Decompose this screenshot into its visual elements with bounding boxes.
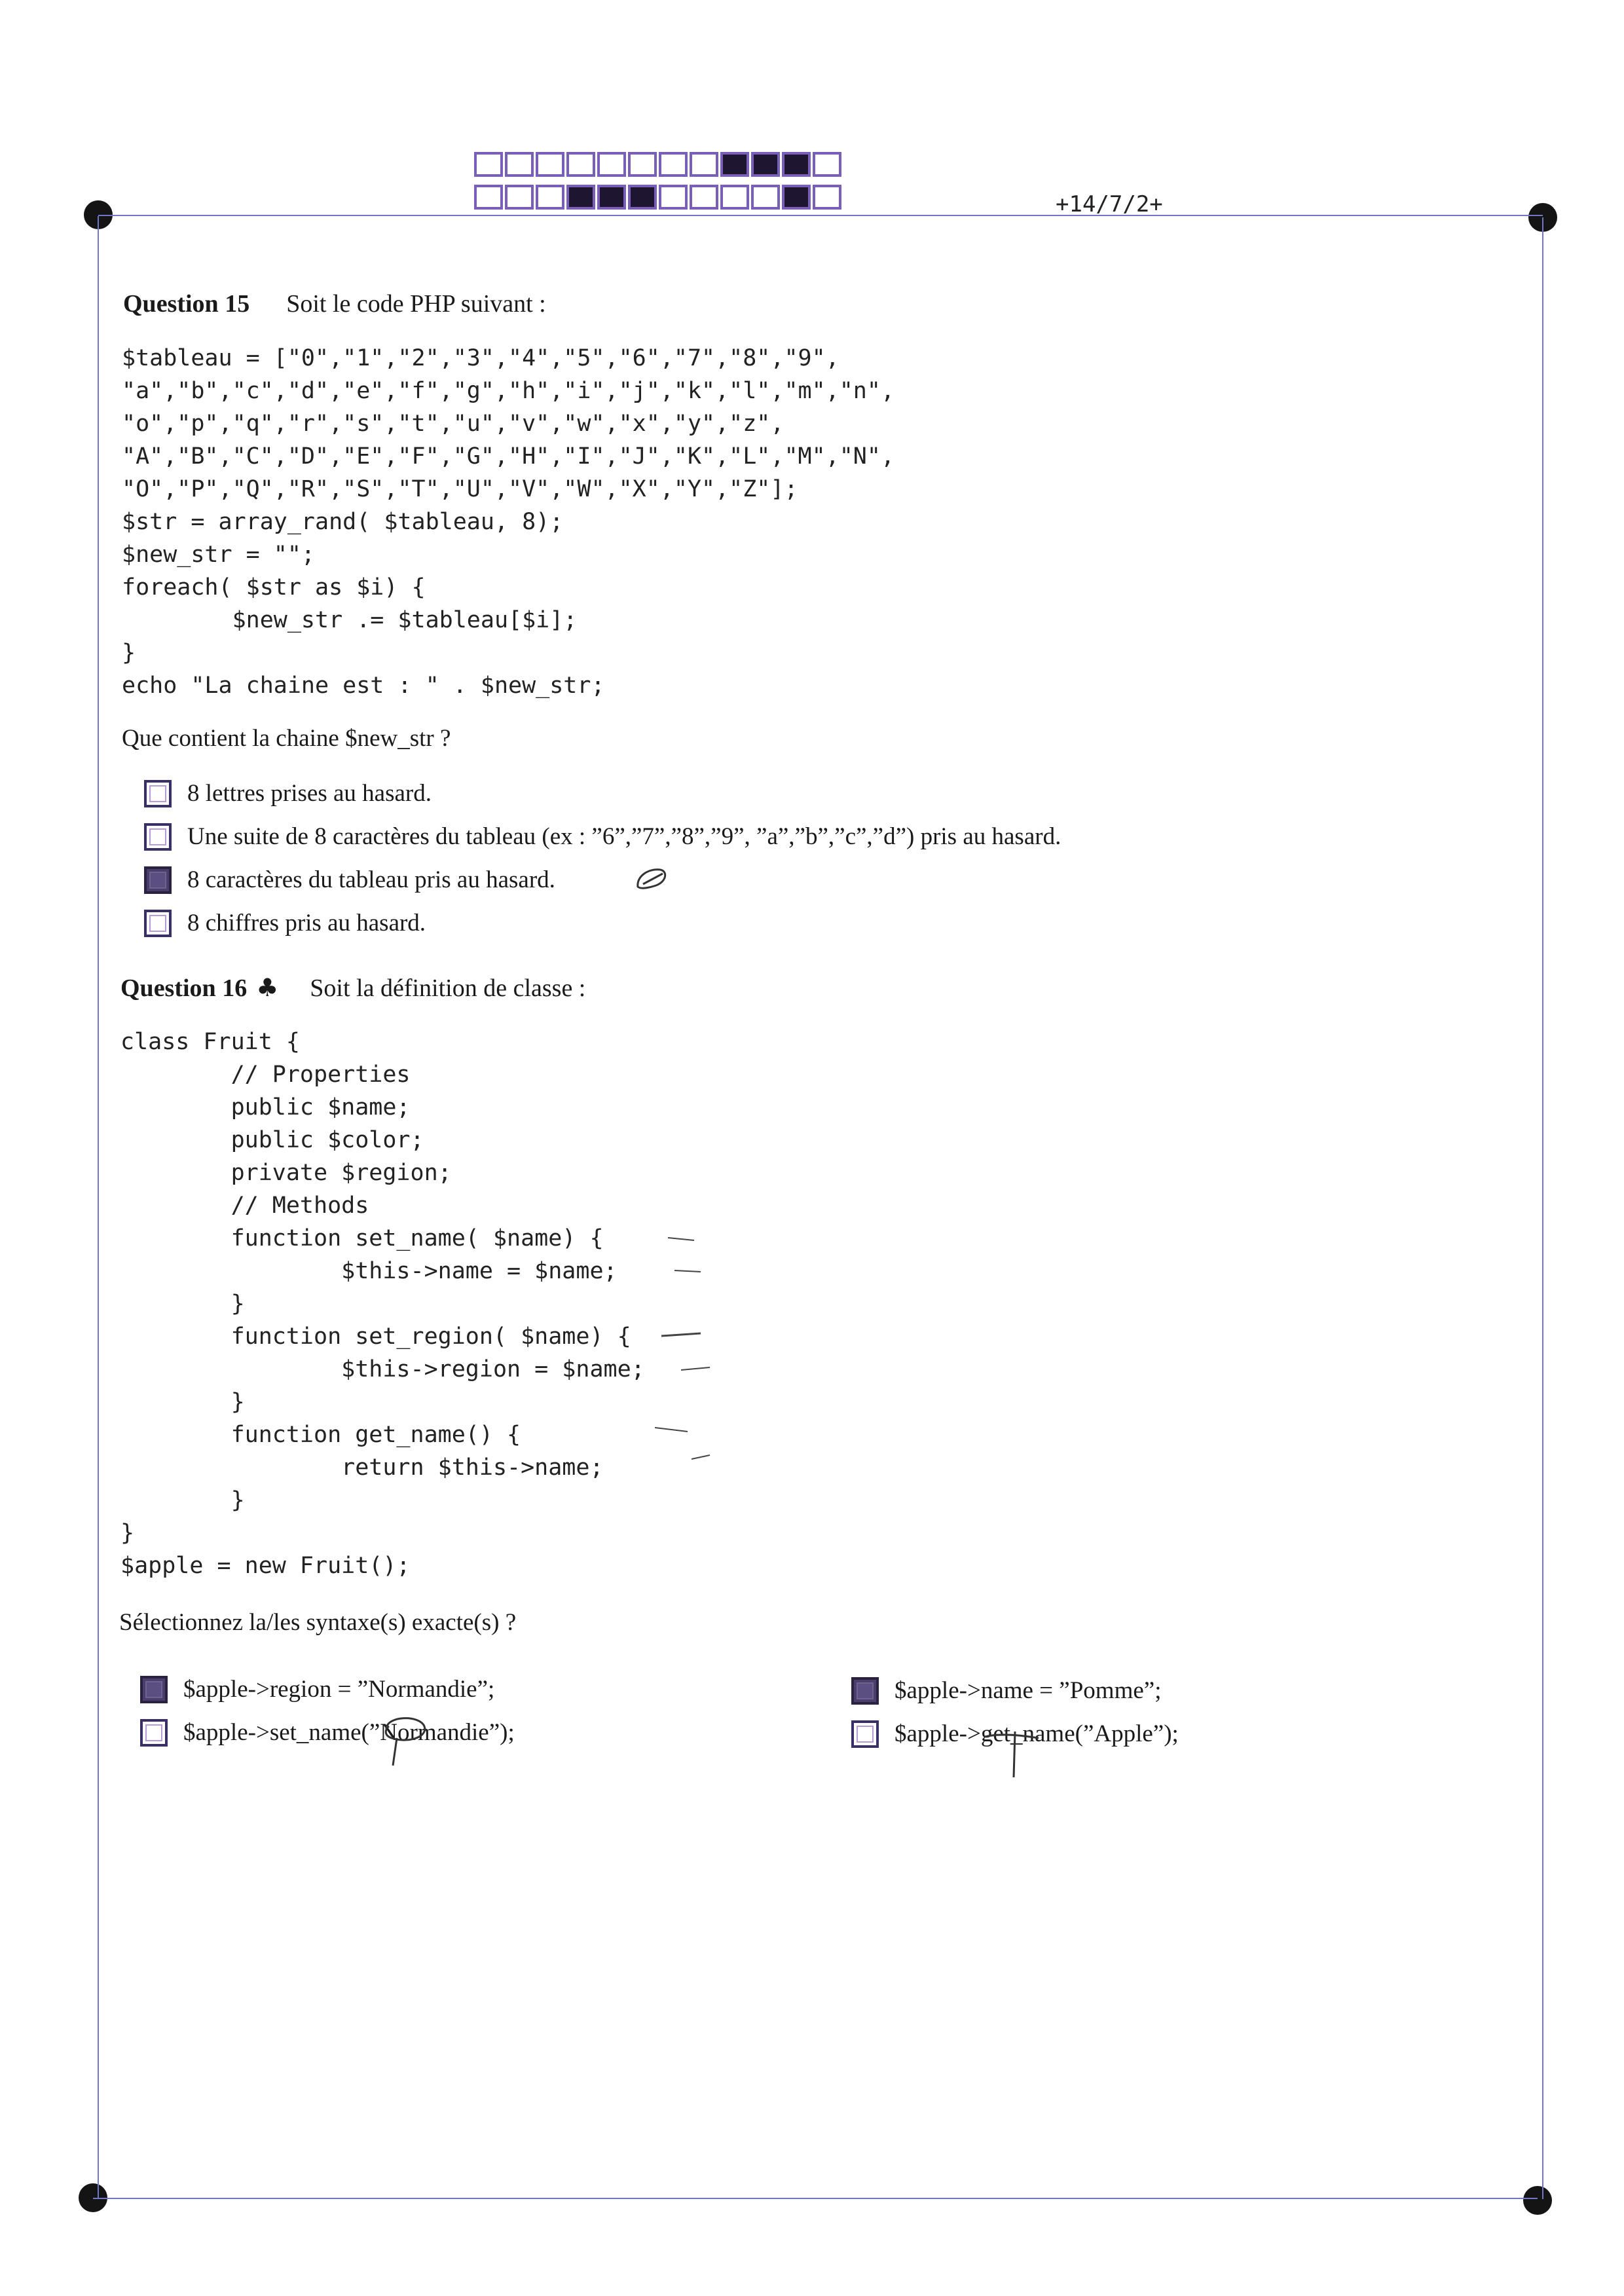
frame-right-line xyxy=(1542,217,1543,2199)
frame-left-line xyxy=(98,216,99,2198)
php-code-block: $tableau = ["0","1","2","3","4","5","6","7","8","9", "a","b","c","d","e","f","g","h","i","j","k","l","m","n", "o","p","q","r","s","t","u","v","w","x","y","z", "A","B","C","D","E","F","G","H","I","J","K","L","M","N", "O","P","Q","R","S","T","U","V","W","X","Y","Z"]; $str = array_rand( $tableau, 8); $new_str = ""; foreach( $str as $i) { $new_str .= $tableau[$i]; } echo "La chaine est : " . $new_str; xyxy=(122,345,895,699)
q15-answer-1[interactable] xyxy=(144,779,432,807)
code-bit xyxy=(474,185,503,210)
answer-label: 8 lettres prises au hasard. xyxy=(187,780,432,807)
frame-top-line xyxy=(98,215,1543,216)
code-bit xyxy=(659,185,688,210)
code-bit xyxy=(690,185,718,210)
code-bit xyxy=(628,185,657,210)
page-code-row-2 xyxy=(474,185,843,210)
question-15-header xyxy=(123,289,546,318)
question-number: Question 16 xyxy=(120,974,248,1002)
code-bit xyxy=(505,185,534,210)
answer-label: $apple->set_name(”Normandie”); xyxy=(183,1719,515,1746)
q15-answer-3[interactable] xyxy=(144,866,555,894)
code-bit xyxy=(628,152,657,177)
frame-bottom-line xyxy=(93,2198,1538,2199)
q15-answer-2[interactable] xyxy=(144,823,1061,851)
code-bit xyxy=(813,152,841,177)
class-code-block: class Fruit { // Properties public $name; public $color; private $region; // Methods function set_name( $name) { $this->name = $name; } function set_region( $name) { $this->region = $name; } function get_name() { return $this->name; } } $apple = new Fruit(); xyxy=(120,1029,645,1579)
question-intro: Soit le code PHP suivant : xyxy=(286,290,546,318)
code-bit xyxy=(597,185,626,210)
code-bit xyxy=(782,152,811,177)
handwritten-circle-icon xyxy=(380,1709,432,1768)
code-bit xyxy=(536,185,564,210)
answer-checkbox[interactable] xyxy=(851,1677,879,1705)
code-bit xyxy=(505,152,534,177)
code-bit xyxy=(720,152,749,177)
code-bit xyxy=(720,185,749,210)
answer-label: $apple->get_name(”Apple”); xyxy=(895,1720,1179,1747)
code-bit xyxy=(597,152,626,177)
code-bit xyxy=(751,152,780,177)
code-bit xyxy=(659,152,688,177)
code-bit xyxy=(690,152,718,177)
answer-label: 8 chiffres pris au hasard. xyxy=(187,910,426,936)
code-bit xyxy=(751,185,780,210)
code-bit xyxy=(782,185,811,210)
question-number: Question 15 xyxy=(123,290,250,318)
page-reference: +14/7/2+ xyxy=(1056,191,1163,217)
code-bit xyxy=(566,185,595,210)
answer-label: $apple->name = ”Pomme”; xyxy=(895,1677,1162,1704)
answer-label: 8 caractères du tableau pris au hasard. xyxy=(187,866,555,893)
code-bit xyxy=(474,152,503,177)
question-intro: Soit la définition de classe : xyxy=(310,974,586,1002)
code-bit xyxy=(536,152,564,177)
page-code-row-1 xyxy=(474,152,843,177)
q16-answer-1[interactable] xyxy=(140,1675,494,1703)
corner-mark-bottom-right xyxy=(1523,2186,1552,2215)
q15-answer-4[interactable] xyxy=(144,909,426,937)
question-16-header xyxy=(120,973,585,1003)
answer-checkbox[interactable] xyxy=(144,823,172,851)
answer-checkbox[interactable] xyxy=(144,910,172,937)
question-16-prompt: Sélectionnez la/les syntaxe(s) exacte(s) ? xyxy=(119,1609,517,1636)
q16-answer-3[interactable] xyxy=(140,1718,515,1747)
handwritten-strike-icon xyxy=(982,1722,1041,1781)
answer-checkbox[interactable] xyxy=(851,1720,879,1748)
answer-label: Une suite de 8 caractères du tableau (ex : ”6”,”7”,”8”,”9”, ”a”,”b”,”c”,”d”) pris au hasard. xyxy=(187,823,1061,850)
answer-checkbox[interactable] xyxy=(144,866,172,894)
answer-label: $apple->region = ”Normandie”; xyxy=(183,1676,495,1703)
code-bit xyxy=(566,152,595,177)
answer-checkbox[interactable] xyxy=(144,780,172,807)
handwritten-scribble-icon xyxy=(634,864,671,893)
pen-mark-dashes xyxy=(655,1218,727,1467)
answer-checkbox[interactable] xyxy=(140,1719,168,1747)
code-bit xyxy=(813,185,841,210)
answer-checkbox[interactable] xyxy=(140,1676,168,1703)
question-15-prompt: Que contient la chaine $new_str ? xyxy=(122,725,451,752)
club-suit-icon: ♣ xyxy=(256,973,279,1002)
q16-answer-2[interactable] xyxy=(851,1676,1162,1705)
